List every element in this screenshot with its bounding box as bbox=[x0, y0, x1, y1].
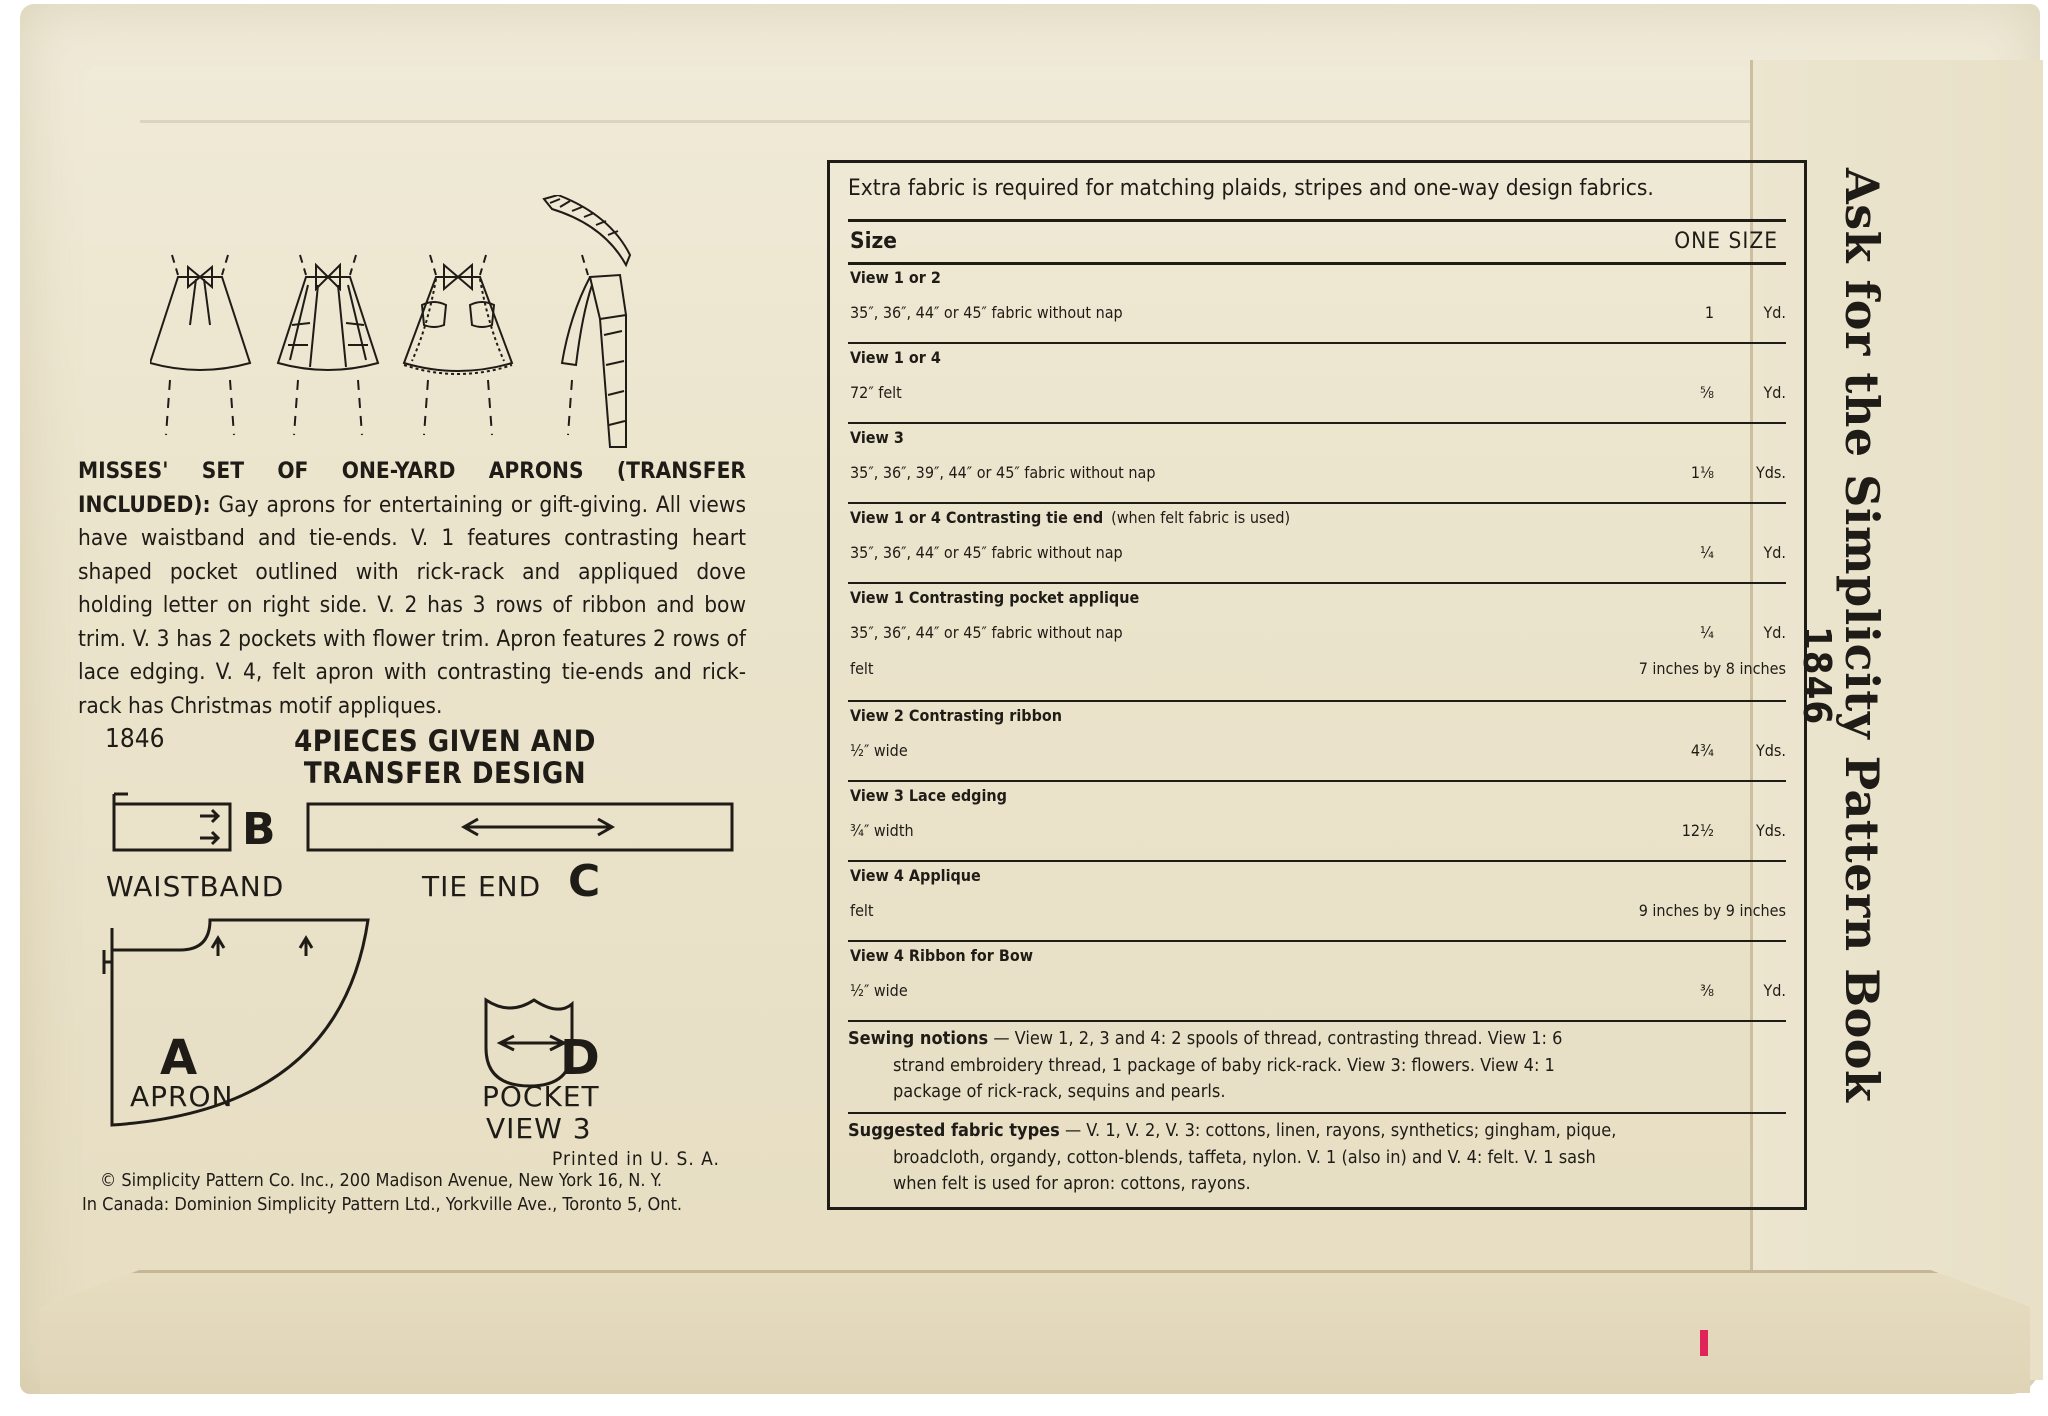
pieces-transfer: TRANSFER DESIGN bbox=[303, 756, 587, 790]
red-mark bbox=[1700, 1330, 1708, 1356]
yardage-unit: Yd. bbox=[1763, 981, 1786, 1000]
yardage-unit: Yd. bbox=[1763, 383, 1786, 402]
yardage-unit: Yds. bbox=[1756, 821, 1786, 840]
apron-view-3-drawing bbox=[404, 255, 512, 435]
yardage-qty: 9 inches by 9 inches bbox=[1638, 901, 1786, 920]
suggested-fabrics bbox=[848, 1118, 1786, 1198]
apron-views-illustration bbox=[150, 195, 670, 450]
yardage-row bbox=[848, 262, 1786, 344]
yardage-row-view: View 1 or 4 Contrasting tie end (when felt fabric is used) bbox=[850, 508, 1291, 527]
fabrics-line-3: when felt is used for apron: cottons, rayons. bbox=[893, 1173, 1251, 1194]
yardage-row bbox=[848, 700, 1786, 782]
pocket-label: POCKET bbox=[482, 1080, 600, 1113]
pattern-description bbox=[78, 455, 746, 723]
canada-line: In Canada: Dominion Simplicity Pattern Ltd., Yorkville Ave., Toronto 5, Ont. bbox=[82, 1194, 683, 1215]
yardage-row-view: View 1 or 4 bbox=[850, 348, 941, 367]
fabrics-line-1: — V. 1, V. 2, V. 3: cottons, linen, rayons, synthetics; gingham, pique, bbox=[1059, 1120, 1617, 1141]
pattern-number: 1846 bbox=[105, 724, 165, 754]
size-value: ONE SIZE bbox=[1674, 228, 1778, 254]
yardage-row bbox=[848, 342, 1786, 424]
description-title: MISSES' SET OF ONE-YARD APRONS (TRANSFER INCLUDED): bbox=[78, 458, 746, 518]
yardage-qty: ¼ bbox=[1700, 623, 1714, 642]
yardage-row-amount bbox=[1639, 901, 1786, 920]
yardage-row-view: View 1 or 2 bbox=[850, 268, 941, 287]
fabrics-label: Suggested fabric types bbox=[848, 1120, 1060, 1141]
yardage-qty: 1 bbox=[1704, 303, 1714, 322]
yardage-row-view: View 3 bbox=[850, 428, 904, 447]
yardage-row-fabric: felt bbox=[850, 901, 874, 920]
yardage-row-note: (when felt fabric is used) bbox=[1111, 508, 1291, 527]
apron-view-4-drawing bbox=[544, 195, 630, 447]
yardage-row-extra-amount: 7 inches by 8 inches bbox=[1638, 659, 1786, 678]
envelope-flap-crease bbox=[140, 120, 1760, 123]
yardage-row-fabric: 35″, 36″, 44″ or 45″ fabric without nap bbox=[850, 623, 1123, 642]
yardage-row-fabric: ¾″ width bbox=[850, 821, 914, 840]
yardage-row-fabric: 35″, 36″, 44″ or 45″ fabric without nap bbox=[850, 303, 1123, 322]
description-body: Gay aprons for entertaining or gift-giving. All views have waistband and tie-ends. V. 1 features contrasting heart shaped pocket outlined with rick-rack and appliqued dove holding letter on right side. V. 2 has 3 rows of ribbon and bow trim. V. 3 has 2 pockets with flower trim. Apron features 2 rows of lace edging. V. 4, felt apron with contrasting tie-ends and rick-rack has Christmas motif appliques. bbox=[78, 491, 746, 719]
envelope-bottom-flap bbox=[40, 1270, 2030, 1393]
fabrics-divider bbox=[848, 1112, 1786, 1114]
copyright-line: © Simplicity Pattern Co. Inc., 200 Madison Avenue, New York 16, N. Y. bbox=[100, 1170, 663, 1191]
yardage-unit: Yds. bbox=[1756, 741, 1786, 760]
notions-line-3: package of rick-rack, sequins and pearls. bbox=[893, 1081, 1226, 1102]
pattern-pieces-diagram bbox=[100, 790, 760, 1130]
pocket-letter: D bbox=[560, 1030, 600, 1086]
yardage-unit: Yd. bbox=[1763, 623, 1786, 642]
yardage-row-view: View 1 Contrasting pocket applique bbox=[850, 588, 1140, 607]
yardage-row-amount bbox=[1654, 821, 1786, 840]
fabrics-line-2: broadcloth, organdy, cotton-blends, taffeta, nylon. V. 1 (also in) and V. 4: felt. V. 1 sash bbox=[893, 1146, 1596, 1168]
yardage-row-fabric: 35″, 36″, 39″, 44″ or 45″ fabric without nap bbox=[850, 463, 1156, 482]
yardage-qty: 1⅛ bbox=[1690, 463, 1714, 482]
yardage-unit: Yd. bbox=[1763, 303, 1786, 322]
yardage-row-amount bbox=[1654, 981, 1786, 1000]
yardage-row bbox=[848, 582, 1786, 702]
yardage-qty: ⅝ bbox=[1700, 383, 1714, 402]
yardage-row-fabric: ½″ wide bbox=[850, 981, 908, 1000]
pattern-number-vertical: 1846 bbox=[1795, 626, 1839, 726]
apron-letter: A bbox=[160, 1030, 198, 1086]
apron-label: APRON bbox=[130, 1080, 234, 1113]
notions-line-2: strand embroidery thread, 1 package of baby rick-rack. View 3: flowers. View 4: 1 bbox=[893, 1054, 1555, 1076]
sewing-notions bbox=[848, 1026, 1786, 1106]
yardage-row-amount bbox=[1654, 463, 1786, 482]
apron-view-1-drawing bbox=[150, 255, 250, 435]
yardage-row-view: View 4 Ribbon for Bow bbox=[850, 946, 1034, 965]
yardage-qty: 12½ bbox=[1681, 821, 1714, 840]
tie-end-piece bbox=[308, 804, 732, 850]
yardage-row-amount bbox=[1654, 303, 1786, 322]
yardage-row bbox=[848, 422, 1786, 504]
yardage-row bbox=[848, 502, 1786, 584]
yardage-table bbox=[827, 160, 1807, 1210]
printed-in-usa: Printed in U. S. A. bbox=[552, 1148, 720, 1170]
size-row bbox=[848, 219, 1786, 265]
pocket-view-label: VIEW 3 bbox=[486, 1112, 592, 1145]
yardage-row-view: View 4 Applique bbox=[850, 866, 981, 885]
yardage-row-fabric: 72″ felt bbox=[850, 383, 902, 402]
yardage-row-amount bbox=[1654, 623, 1786, 642]
yardage-row-extra-fabric: felt bbox=[850, 659, 874, 678]
tie-end-letter: C bbox=[568, 856, 601, 907]
size-label: Size bbox=[850, 228, 898, 254]
pattern-book-side-text: Ask for the Simplicity Pattern Book bbox=[1835, 168, 1889, 1103]
tie-end-label: TIE END bbox=[422, 870, 542, 903]
notions-label: Sewing notions bbox=[848, 1028, 989, 1049]
pieces-count: 4PIECES GIVEN AND bbox=[294, 724, 596, 758]
yardage-unit: Yd. bbox=[1763, 543, 1786, 562]
yardage-row bbox=[848, 780, 1786, 862]
yardage-qty: ⅜ bbox=[1700, 981, 1714, 1000]
yardage-row bbox=[848, 860, 1786, 942]
yardage-row-amount bbox=[1654, 741, 1786, 760]
waistband-letter: B bbox=[242, 804, 276, 855]
yardage-qty: 4¾ bbox=[1690, 741, 1714, 760]
yardage-unit: Yds. bbox=[1756, 463, 1786, 482]
yardage-row-amount bbox=[1654, 383, 1786, 402]
yardage-row-amount bbox=[1654, 543, 1786, 562]
yardage-row-fabric: ½″ wide bbox=[850, 741, 908, 760]
waistband-piece bbox=[114, 794, 230, 850]
yardage-row-view: View 2 Contrasting ribbon bbox=[850, 706, 1063, 725]
waistband-label: WAISTBAND bbox=[106, 870, 285, 903]
yardage-header: Extra fabric is required for matching plaids, stripes and one-way design fabrics. bbox=[848, 175, 1654, 201]
yardage-qty: ¼ bbox=[1700, 543, 1714, 562]
apron-view-2-drawing bbox=[278, 255, 378, 435]
yardage-row bbox=[848, 940, 1786, 1022]
yardage-row-fabric: 35″, 36″, 44″ or 45″ fabric without nap bbox=[850, 543, 1123, 562]
yardage-row-view: View 3 Lace edging bbox=[850, 786, 1007, 805]
notions-line-1: — View 1, 2, 3 and 4: 2 spools of thread, contrasting thread. View 1: 6 bbox=[988, 1028, 1563, 1049]
